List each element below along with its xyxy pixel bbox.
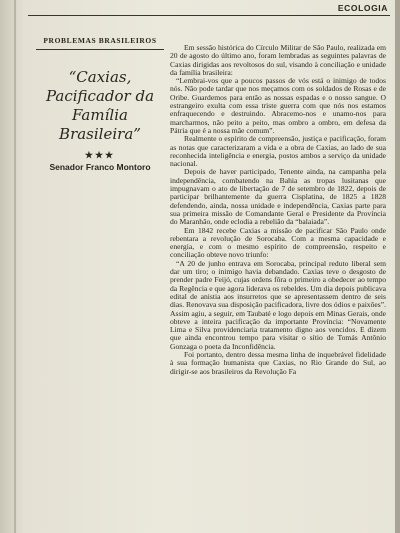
stars-ornament: ★★★ [84,150,116,160]
article-heading-column [30,36,170,172]
body-quote: “Lembrai-vos que a poucos passos de vós está o inimigo de todos nós. Não pode tardar que nos meçamos com os soldados de Rosas e de Oribe. Guardemos para então as nossas espadas e o nosso sangue. O estrangeiro exulta com essa triste guerra com que nós nos estamos enfraquecendo e destruindo. Abracemo-nos e unamo-nos para marcharmos, não peito a peito, mas ombro a ombro, em defesa da Pátria que é a nossa mãe comum”. [170,76,386,135]
article-body [170,44,386,376]
body-paragraph: Depois de haver participado, Tenente ainda, na campanha pela independência, combatendo na Bahia as tropas lusitanas que impugnavam o ato de libertação de 7 de setembro de 1822, depois de participar brilhantemente da guerra Cisplatina, de 1825 a 1828 defendendo, ainda, nossa unidade e independência, Caxias parte para sua primeira missão de Comandante Geral e Presidente da Província do Maranhão, onde eclodia a rebelião da “balaiada”. [170,167,386,227]
kicker-rule [36,49,164,50]
page-fold [14,0,16,533]
article-title: “Caxias, Pacificador da Família Brasileira” [45,68,155,143]
page-edge [395,0,400,533]
body-paragraph: Em 1842 recebe Caxias a missão de pacificar São Paulo onde rebentara a revolução de Sorocaba. Com a mesma capacidade e energia, e com o mesmo espírito de compreensão, respeito e conciliação obteve novo triunfo: [170,225,386,260]
article-author: Senador Franco Montoro [49,162,151,172]
section-header: ECOLOGIA [337,3,388,13]
article-kicker: PROBLEMAS BRASILEIROS [43,36,157,45]
body-paragraph: Foi portanto, dentro dessa mesma linha de inquebrável fidelidade à sua formação humanista que Caxias, no Rio Grande do Sul, ao dirigir-se aos brasileiros da Revolução Fa [170,349,386,376]
body-quote: “A 20 de junho entrava em Sorocaba, principal reduto liberal sem dar um tiro; o inimigo havia debandado. Caxias teve o desgosto de prender padre Feijó, cujas ordens fôra o primeiro a obedecer ao tempo da Regência e que agora liderava os rebeldes. Um dia depois publicava edital de anistia aos insurretos que se apresentassem dentro de seis dias. Renovava sua disposição pacificadora, livre dos ódios e paixões”. Assim agiu, a seguir, em Taubaté e logo depois em Minas Gerais, onde obteve a inteira pacificação da importante Província: “Novamente Lima e Silva providenciaria tratamento digno aos vencidos. E dizem que ainda encontrou tempo para visitar o sítio de Tomás Antônio Gonzaga o poeta da Inconfidência. [170,258,386,351]
header-rule [28,15,390,16]
body-paragraph: Realmente o espírito de compreensão, justiça e pacificação, foram as notas que caracterizaram a vida e a obra de Caxias, ao lado de sua reconhecida inteligência e energia, postos ambos a serviço da unidade nacional. [170,134,386,169]
body-paragraph: Em sessão histórica do Círculo Militar de São Paulo, realizada em 20 de agosto do último ano, foram lembradas as seguintes palavras de Caxias dirigidas aos revoltosos do sul, visando à conciliação e unidade da família brasileira: [170,43,386,77]
